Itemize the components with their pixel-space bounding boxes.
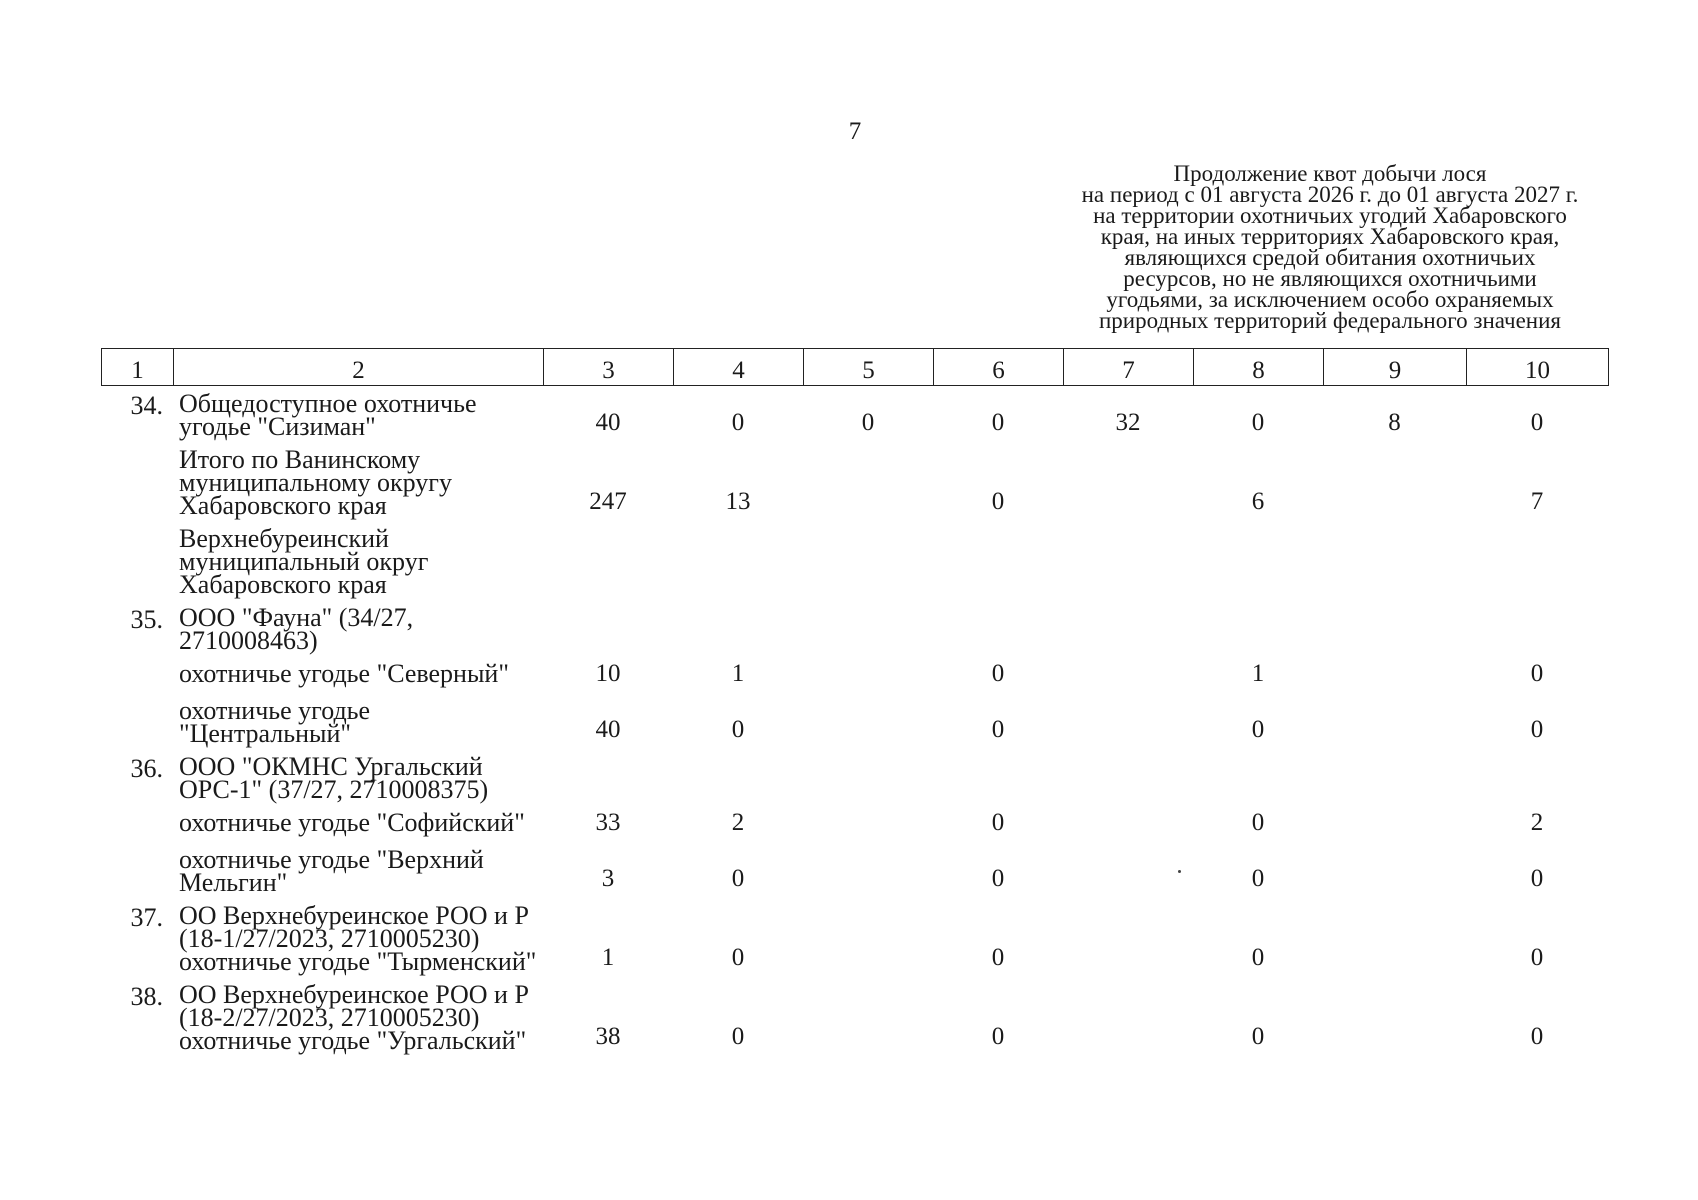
cell-value-6: 0 xyxy=(991,660,1005,687)
row-number: 37. xyxy=(130,903,163,932)
cell-value-9 xyxy=(1323,755,1466,811)
row-number: 35. xyxy=(130,605,163,634)
table-row xyxy=(101,848,1608,904)
row-name: Итого по Ванинскому муниципальному округу Хабаровского края xyxy=(179,445,452,520)
cell-value-8: 0 xyxy=(1251,716,1265,743)
caption-line: на территории охотничьих угодий Хабаровского xyxy=(1093,203,1567,228)
column-header: 8 xyxy=(1194,349,1324,386)
row-name: ООО "Фауна" (34/27, 2710008463) xyxy=(179,603,414,655)
column-header: 6 xyxy=(934,349,1064,386)
cell-value-6: 0 xyxy=(991,944,1005,971)
cell-value-10: 0 xyxy=(1530,865,1544,892)
page-number: 7 xyxy=(848,118,862,145)
cell-value-6: 0 xyxy=(991,409,1005,436)
cell-value-10: 7 xyxy=(1530,488,1544,515)
cell-value-5 xyxy=(803,606,933,662)
cell-value-7 xyxy=(1063,699,1193,755)
table-caption xyxy=(1060,163,1600,331)
cell-value-6 xyxy=(933,527,1063,606)
cell-value-10: 0 xyxy=(1530,944,1544,971)
cell-value-3: 40 xyxy=(595,409,621,436)
cell-value-9 xyxy=(1323,983,1466,1062)
cell-value-3: 40 xyxy=(595,716,621,743)
cell-value-8: 0 xyxy=(1251,409,1265,436)
cell-value-6: 0 xyxy=(991,488,1005,515)
row-name: ОО Верхнебуреинское РОО и Р (18-1/27/2023, 2710005230) охотничье угодье "Тырменский" xyxy=(179,901,537,976)
cell-value-4 xyxy=(673,527,803,606)
row-name: охотничье угодье "Софийский" xyxy=(179,808,525,837)
caption-line: на период с 01 августа 2026 г. до 01 августа 2027 г. xyxy=(1081,182,1579,207)
row-name: Общедоступное охотничье угодье "Сизиман" xyxy=(179,389,477,441)
cell-value-3: 247 xyxy=(589,488,627,515)
cell-value-7 xyxy=(1063,811,1193,848)
cell-value-7 xyxy=(1063,448,1193,527)
cell-value-10: 0 xyxy=(1530,1023,1544,1050)
row-name: Верхнебуреинский муниципальный округ Хабаровского края xyxy=(179,524,429,599)
column-header: 5 xyxy=(804,349,934,386)
row-number xyxy=(101,848,173,904)
cell-value-8: 0 xyxy=(1251,944,1265,971)
cell-value-9 xyxy=(1323,904,1466,983)
row-name: ОО Верхнебуреинское РОО и Р (18-2/27/2023, 2710005230) охотничье угодье "Ургальский" xyxy=(179,980,529,1055)
cell-value-6: 0 xyxy=(991,1023,1005,1050)
row-number xyxy=(101,699,173,755)
cell-value-3: 10 xyxy=(595,660,621,687)
cell-value-7 xyxy=(1063,983,1193,1062)
table-row xyxy=(101,904,1608,983)
cell-value-8: 1 xyxy=(1251,660,1265,687)
caption-line: края, на иных территориях Хабаровского края, xyxy=(1100,224,1560,249)
cell-value-4 xyxy=(673,755,803,811)
cell-value-3 xyxy=(543,527,673,606)
cell-value-9 xyxy=(1323,527,1466,606)
table-row xyxy=(101,527,1608,606)
cell-value-8: 0 xyxy=(1251,1023,1265,1050)
table-row xyxy=(101,699,1608,755)
cell-value-3: 3 xyxy=(601,865,615,892)
caption-line: являющихся средой обитания охотничьих xyxy=(1124,245,1536,270)
cell-value-5 xyxy=(803,983,933,1062)
cell-value-3 xyxy=(543,606,673,662)
cell-value-7 xyxy=(1063,904,1193,983)
cell-value-10 xyxy=(1466,606,1608,662)
caption-line: природных территорий федерального значения xyxy=(1098,308,1562,333)
table-row xyxy=(101,392,1608,448)
row-number xyxy=(101,448,173,527)
cell-value-9 xyxy=(1323,848,1466,904)
table-row xyxy=(101,662,1608,699)
cell-value-6: 0 xyxy=(991,809,1005,836)
cell-value-4: 0 xyxy=(731,716,745,743)
cell-value-4: 0 xyxy=(731,865,745,892)
cell-value-3: 1 xyxy=(601,944,615,971)
cell-value-9 xyxy=(1323,662,1466,699)
cell-value-7 xyxy=(1063,662,1193,699)
cell-value-3: 38 xyxy=(595,1023,621,1050)
table-row xyxy=(101,811,1608,848)
column-number-header xyxy=(101,348,1609,386)
row-number xyxy=(101,662,173,699)
table-row xyxy=(101,983,1608,1062)
cell-value-10 xyxy=(1466,755,1608,811)
cell-value-7 xyxy=(1063,848,1193,904)
cell-value-9 xyxy=(1323,811,1466,848)
column-header: 7 xyxy=(1064,349,1194,386)
column-header: 3 xyxy=(544,349,674,386)
quota-table xyxy=(101,389,1608,1062)
cell-value-4 xyxy=(673,606,803,662)
cell-value-8 xyxy=(1193,755,1323,811)
cell-value-5 xyxy=(803,848,933,904)
cell-value-8 xyxy=(1193,527,1323,606)
column-header: 4 xyxy=(674,349,804,386)
cell-value-9: 8 xyxy=(1388,409,1401,436)
row-number: 36. xyxy=(130,754,163,783)
column-header: 2 xyxy=(174,349,544,386)
cell-value-8: 0 xyxy=(1251,865,1265,892)
row-number xyxy=(101,811,173,848)
cell-value-5 xyxy=(803,527,933,606)
row-number: 34. xyxy=(130,391,163,420)
table-row xyxy=(101,755,1608,811)
cell-value-5 xyxy=(803,755,933,811)
cell-value-10: 0 xyxy=(1530,660,1544,687)
cell-value-3 xyxy=(543,755,673,811)
column-header: 9 xyxy=(1324,349,1467,386)
cell-value-4: 0 xyxy=(731,409,745,436)
cell-value-9 xyxy=(1323,606,1466,662)
cell-value-8: 0 xyxy=(1251,809,1265,836)
cell-value-4: 1 xyxy=(731,660,745,687)
cell-value-3: 33 xyxy=(595,809,621,836)
caption-line: ресурсов, но не являющихся охотничьими xyxy=(1123,266,1537,291)
cell-value-10: 0 xyxy=(1530,716,1544,743)
cell-value-8 xyxy=(1193,606,1323,662)
cell-value-5: 0 xyxy=(861,409,875,436)
cell-value-7 xyxy=(1063,755,1193,811)
cell-value-6: 0 xyxy=(991,865,1005,892)
cell-value-10: 2 xyxy=(1530,809,1544,836)
row-number xyxy=(101,527,173,606)
scan-speck xyxy=(1178,870,1181,873)
cell-value-5 xyxy=(803,662,933,699)
cell-value-4: 0 xyxy=(731,944,745,971)
cell-value-4: 0 xyxy=(731,1023,745,1050)
caption-line: Продолжение квот добычи лося xyxy=(1173,161,1487,186)
cell-value-5 xyxy=(803,811,933,848)
cell-value-9 xyxy=(1323,699,1466,755)
cell-value-7 xyxy=(1063,527,1193,606)
column-header: 1 xyxy=(102,349,174,386)
cell-value-5 xyxy=(803,699,933,755)
cell-value-9 xyxy=(1323,448,1466,527)
row-name: охотничье угодье "Центральный" xyxy=(179,696,371,748)
row-name: охотничье угодье "Северный" xyxy=(179,659,509,688)
table-row xyxy=(101,606,1608,662)
caption-line: угодьями, за исключением особо охраняемых xyxy=(1106,287,1554,312)
cell-value-7 xyxy=(1063,606,1193,662)
cell-value-6 xyxy=(933,755,1063,811)
cell-value-4: 13 xyxy=(725,488,751,515)
row-name: охотничье угодье "Верхний Мельгин" xyxy=(179,845,484,897)
cell-value-6: 0 xyxy=(991,716,1005,743)
cell-value-10: 0 xyxy=(1530,409,1544,436)
table-row xyxy=(101,448,1608,527)
cell-value-4: 2 xyxy=(731,809,745,836)
cell-value-6 xyxy=(933,606,1063,662)
cell-value-7: 32 xyxy=(1115,409,1141,436)
cell-value-5 xyxy=(803,904,933,983)
cell-value-8: 6 xyxy=(1251,488,1265,515)
cell-value-5 xyxy=(803,448,933,527)
cell-value-10 xyxy=(1466,527,1608,606)
row-number: 38. xyxy=(130,982,163,1011)
column-header: 10 xyxy=(1467,349,1609,386)
row-name: ООО "ОКМНС Ургальский ОРС-1" (37/27, 2710008375) xyxy=(179,752,489,804)
